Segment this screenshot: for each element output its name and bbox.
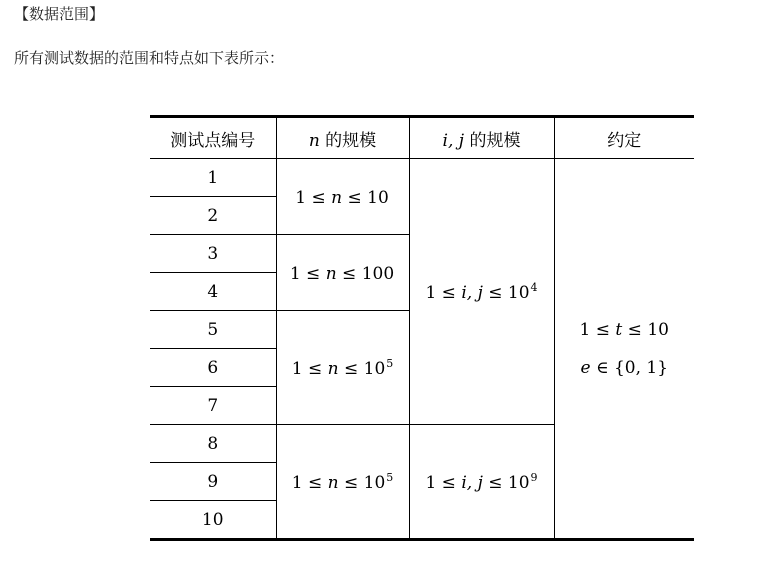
test-id-cell: 10 [150,501,276,540]
n-range-base: 10 [367,187,389,208]
header-ij-var: i, j [442,130,465,151]
n-range-prefix: 1 ≤ [295,187,332,208]
test-id-cell: 9 [150,463,276,501]
ij-range-exp: 9 [530,470,538,484]
ij-range-cell [409,159,554,425]
ij-range-base: 10 [507,282,530,303]
table-header-row [150,117,694,159]
n-range-cell [276,235,409,311]
test-id-cell: 3 [150,235,276,273]
n-range-infix: ≤ [338,472,364,493]
n-range-exp: 5 [386,356,394,370]
n-range-var: n [325,263,337,284]
constraint-t-prefix: 1 ≤ [579,319,616,340]
n-range-base: 100 [361,263,395,284]
test-id-cell: 1 [150,159,276,197]
ij-range-prefix: 1 ≤ [425,282,462,303]
constraint-e-var: e [580,357,591,378]
n-range-prefix: 1 ≤ [289,263,326,284]
ij-range-exp: 4 [530,280,538,294]
ij-range-var: i, j [461,282,483,303]
constraint-e [555,349,695,387]
ij-range-infix: ≤ [482,472,508,493]
n-range-infix: ≤ [342,187,368,208]
n-range-base: 10 [363,358,386,379]
n-range-infix: ≤ [336,263,362,284]
n-range-exp: 5 [386,470,394,484]
n-range-prefix: 1 ≤ [291,472,328,493]
n-range-cell [276,425,409,540]
data-range-table-container [150,115,694,541]
n-range-prefix: 1 ≤ [291,358,328,379]
constraints-cell [554,159,694,540]
n-range-base: 10 [363,472,386,493]
ij-range-infix: ≤ [482,282,508,303]
constraint-t [555,311,695,349]
test-id-cell: 2 [150,197,276,235]
n-range-cell [276,159,409,235]
constraint-t-suffix: ≤ 10 [622,319,669,340]
header-n-var: n [308,130,320,151]
n-range-var: n [327,358,339,379]
n-range-var: n [331,187,343,208]
ij-range-cell [409,425,554,540]
test-id-cell: 7 [150,387,276,425]
test-id-cell: 5 [150,311,276,349]
n-range-cell [276,311,409,425]
n-range-infix: ≤ [338,358,364,379]
header-n-scale [276,117,409,159]
header-n-suffix: 的规模 [319,130,377,151]
data-range-table [150,115,694,541]
test-id-cell: 8 [150,425,276,463]
ij-range-var: i, j [461,472,483,493]
constraint-t-var: t [615,319,623,340]
constraint-e-suffix: ∈ {0, 1} [590,357,669,378]
header-constraints: 约定 [554,117,694,159]
ij-range-prefix: 1 ≤ [425,472,462,493]
intro-text: 所有测试数据的范围和特点如下表所示： [14,49,285,67]
n-range-var: n [327,472,339,493]
header-test-id: 测试点编号 [150,117,276,159]
test-id-cell: 6 [150,349,276,387]
test-id-cell: 4 [150,273,276,311]
ij-range-base: 10 [507,472,530,493]
header-ij-scale [409,117,554,159]
header-ij-suffix: 的规模 [464,130,521,151]
table-row [150,159,694,197]
section-title: 【数据范围】 [14,5,105,23]
